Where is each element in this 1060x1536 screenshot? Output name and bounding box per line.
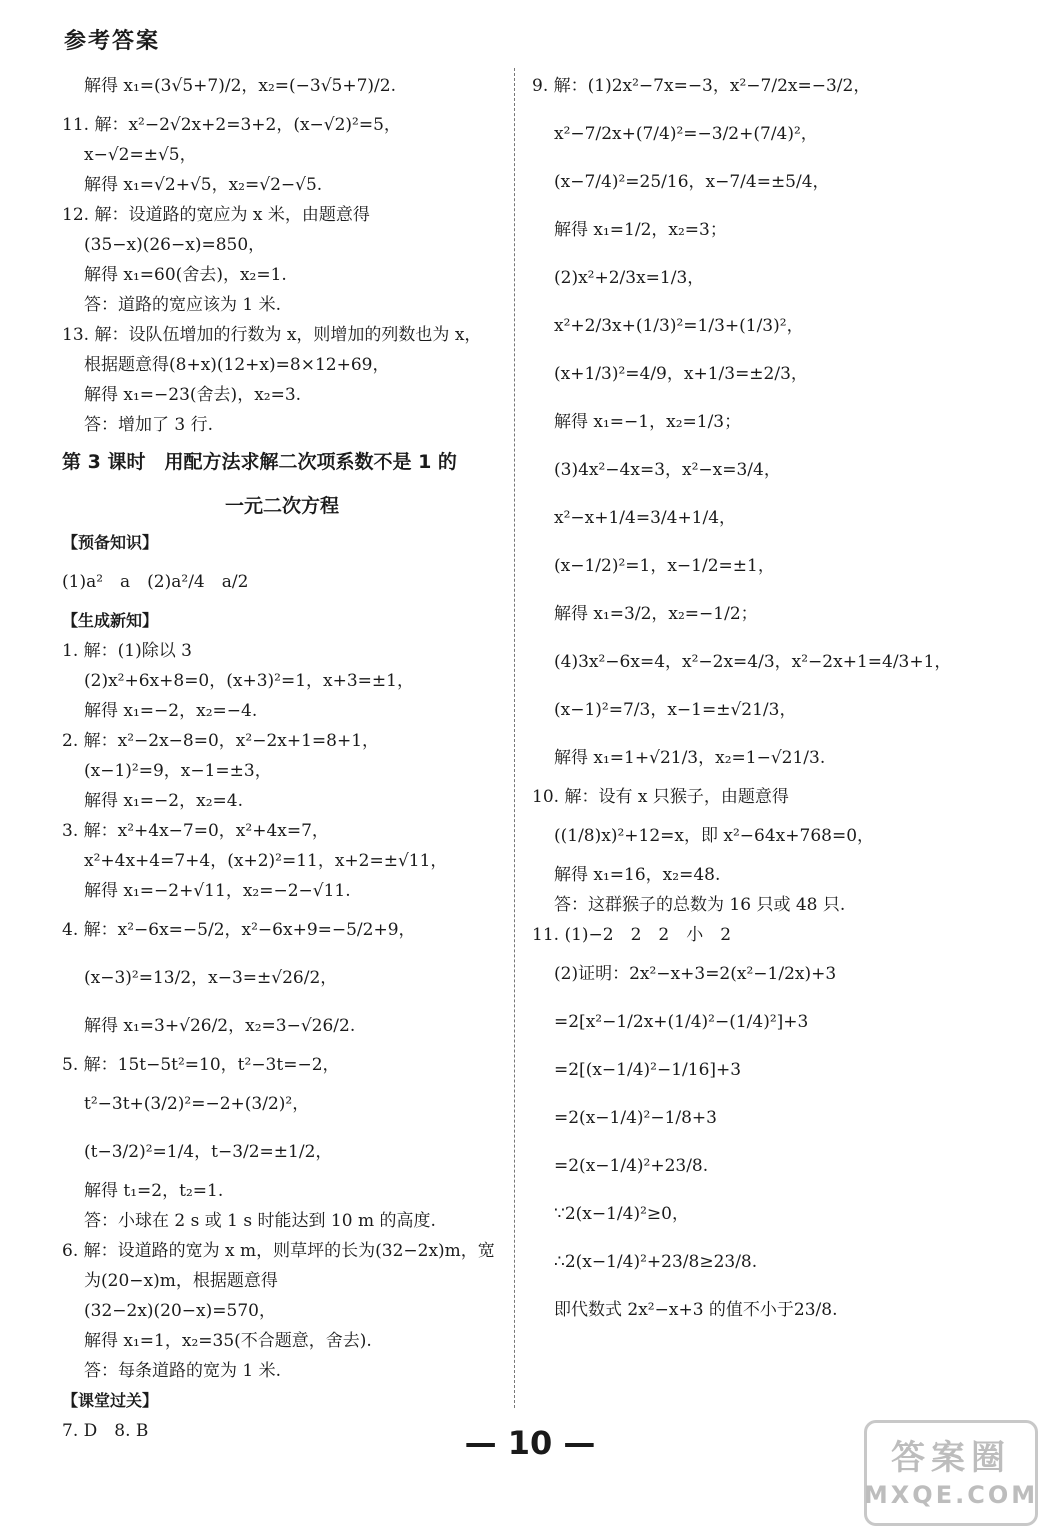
answer-line: (32−2x)(20−x)=570， bbox=[84, 1301, 276, 1321]
answer-line: 解得 x₁=−2+√11，x₂=−2−√11. bbox=[84, 881, 351, 901]
answer-line: x²−x+1/4=3/4+1/4， bbox=[554, 508, 737, 528]
answer-line: 解得 x₁=16，x₂=48. bbox=[554, 865, 721, 885]
answer-line: (4)3x²−6x=4，x²−2x=4/3，x²−2x+1=4/3+1， bbox=[554, 652, 952, 672]
answer-line: 13. 解：设队伍增加的行数为 x，则增加的列数也为 x， bbox=[62, 325, 482, 345]
answer-line: 即代数式 2x²−x+3 的值不小于23/8. bbox=[554, 1300, 838, 1320]
answer-line: 解得 x₁=√2+√5，x₂=√2−√5. bbox=[84, 175, 323, 195]
answer-line: =2[(x−1/4)²−1/16]+3 bbox=[554, 1060, 742, 1080]
answer-line: 9. 解：(1)2x²−7x=−3，x²−7/2x=−3/2， bbox=[532, 76, 871, 96]
answer-line: 答：增加了 3 行. bbox=[84, 415, 214, 435]
answer-line: 解得 x₁=3/2，x₂=−1/2； bbox=[554, 604, 758, 624]
answer-line: 第 3 课时 用配方法求解二次项系数不是 1 的 bbox=[62, 451, 457, 473]
watermark-chinese: 答案圈 bbox=[891, 1438, 1011, 1478]
answer-line: 4. 解：x²−6x=−5/2，x²−6x+9=−5/2+9， bbox=[62, 920, 416, 940]
answer-line: 一元二次方程 bbox=[224, 495, 339, 517]
answer-line: ∴2(x−1/4)²+23/8≥23/8. bbox=[554, 1252, 758, 1272]
answer-line: 解得 x₁=−1，x₂=1/3； bbox=[554, 412, 742, 432]
answer-line: (2)x²+6x+8=0，(x+3)²=1，x+3=±1， bbox=[84, 671, 414, 691]
answer-line: x²+2/3x+(1/3)²=1/3+(1/3)²， bbox=[554, 316, 804, 336]
answer-line: 11. (1)−2 2 2 小 2 bbox=[532, 925, 732, 945]
answer-line: 【课堂过关】 bbox=[62, 1391, 159, 1410]
answer-line: (2)证明：2x²−x+3=2(x²−1/2x)+3 bbox=[554, 964, 837, 984]
answer-line: 2. 解：x²−2x−8=0，x²−2x+1=8+1， bbox=[62, 731, 380, 751]
answer-line: 解得 x₁=−23(舍去)，x₂=3. bbox=[84, 385, 302, 405]
answer-line: 3. 解：x²+4x−7=0，x²+4x=7， bbox=[62, 821, 329, 841]
answer-line: ((1/8)x)²+12=x，即 x²−64x+768=0， bbox=[554, 826, 875, 846]
answer-line: 【生成新知】 bbox=[62, 611, 159, 630]
answer-line: 解得 t₁=2，t₂=1. bbox=[84, 1181, 224, 1201]
answer-line: (x+1/3)²=4/9，x+1/3=±2/3， bbox=[554, 364, 808, 384]
answer-line: 解得 x₁=−2，x₂=−4. bbox=[84, 701, 258, 721]
answer-line: ∵2(x−1/4)²≥0， bbox=[554, 1204, 689, 1224]
answer-line: =2(x−1/4)²−1/8+3 bbox=[554, 1108, 717, 1128]
answer-line: (x−1)²=9，x−1=±3， bbox=[84, 761, 272, 781]
answer-line: x−√2=±√5， bbox=[84, 145, 197, 165]
answer-line: 解得 x₁=(3√5+7)/2，x₂=(−3√5+7)/2. bbox=[84, 76, 397, 96]
answer-line: (x−1/2)²=1，x−1/2=±1， bbox=[554, 556, 775, 576]
answer-line: (x−3)²=13/2，x−3=±√26/2， bbox=[84, 968, 338, 988]
answer-line: 解得 x₁=−2，x₂=4. bbox=[84, 791, 243, 811]
answer-line: 解得 x₁=60(舍去)，x₂=1. bbox=[84, 265, 287, 285]
answer-line: 答：每条道路的宽为 1 米. bbox=[84, 1361, 282, 1381]
answer-line: x²+4x+4=7+4，(x+2)²=11，x+2=±√11， bbox=[84, 851, 448, 871]
answer-line: (x−7/4)²=25/16，x−7/4=±5/4， bbox=[554, 172, 830, 192]
answer-line: 5. 解：15t−5t²=10，t²−3t=−2， bbox=[62, 1055, 340, 1075]
watermark-logo bbox=[864, 1420, 1038, 1526]
answer-line: 为(20−x)m，根据题意得 bbox=[84, 1271, 278, 1291]
answer-line: 答：小球在 2 s 或 1 s 时能达到 10 m 的高度. bbox=[84, 1211, 436, 1231]
column-divider bbox=[514, 68, 515, 1408]
right-column bbox=[532, 62, 1002, 1334]
answer-line: (3)4x²−4x=3，x²−x=3/4， bbox=[554, 460, 781, 480]
answer-line: 7. D 8. B bbox=[62, 1421, 149, 1441]
answer-line: x²−7/2x+(7/4)²=−3/2+(7/4)²， bbox=[554, 124, 818, 144]
answer-line: 12. 解：设道路的宽应为 x 米，由题意得 bbox=[62, 205, 370, 225]
answer-line: 根据题意得(8+x)(12+x)=8×12+69， bbox=[84, 355, 390, 375]
answer-line: 答：道路的宽应该为 1 米. bbox=[84, 295, 282, 315]
answer-line: 解得 x₁=3+√26/2，x₂=3−√26/2. bbox=[84, 1016, 356, 1036]
answer-line: 解得 x₁=1/2，x₂=3； bbox=[554, 220, 727, 240]
answer-line: 10. 解：设有 x 只猴子，由题意得 bbox=[532, 787, 789, 807]
answer-line: 6. 解：设道路的宽为 x m，则草坪的长为(32−2x)m，宽 bbox=[62, 1241, 495, 1261]
answer-line: (t−3/2)²=1/4，t−3/2=±1/2， bbox=[84, 1142, 333, 1162]
answer-line: 1. 解：(1)除以 3 bbox=[62, 641, 192, 661]
left-column bbox=[62, 62, 502, 1446]
answer-line: 【预备知识】 bbox=[62, 533, 159, 552]
answer-line: 答：这群猴子的总数为 16 只或 48 只. bbox=[554, 895, 846, 915]
answer-line: 解得 x₁=1，x₂=35(不合题意，舍去). bbox=[84, 1331, 372, 1351]
answer-line: (1)a² a (2)a²/4 a/2 bbox=[62, 572, 249, 592]
answer-line: 11. 解：x²−2√2x+2=3+2，(x−√2)²=5， bbox=[62, 115, 401, 135]
watermark-domain: MXQE.COM bbox=[863, 1481, 1039, 1509]
answer-line: =2[x²−1/2x+(1/4)²−(1/4)²]+3 bbox=[554, 1012, 809, 1032]
answer-line: 解得 x₁=1+√21/3，x₂=1−√21/3. bbox=[554, 748, 826, 768]
answer-line: t²−3t+(3/2)²=−2+(3/2)²， bbox=[84, 1094, 310, 1114]
page-header-title: 参考答案 bbox=[64, 29, 161, 54]
answer-line: (35−x)(26−x)=850， bbox=[84, 235, 266, 255]
answer-line: =2(x−1/4)²+23/8. bbox=[554, 1156, 709, 1176]
answer-line: (x−1)²=7/3，x−1=±√21/3， bbox=[554, 700, 797, 720]
page-number: — 10 — bbox=[464, 1424, 596, 1462]
answer-line: (2)x²+2/3x=1/3， bbox=[554, 268, 705, 288]
